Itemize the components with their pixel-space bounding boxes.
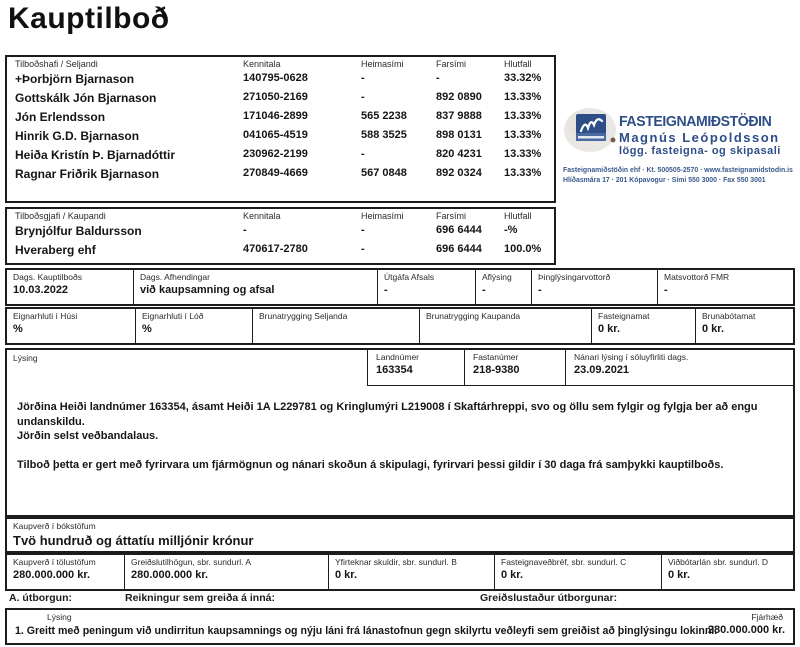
price-in-words-box <box>5 517 795 553</box>
buyer-heimasimi: - <box>361 224 365 236</box>
agency-stamp <box>563 100 797 186</box>
greidslustadur-label: Greiðslustaður útborgunar: <box>480 592 618 604</box>
price-words-value: Tvö hundruð og áttatíu milljónir krónur <box>13 533 254 548</box>
col-header-farsimi: Farsími <box>436 211 466 221</box>
payment-schedule-box <box>5 608 795 645</box>
seller-heimasimi: - <box>361 148 365 160</box>
seller-name: Ragnar Friðrik Bjarnason <box>15 167 160 181</box>
seller-kennitala: 140795-0628 <box>243 72 308 84</box>
seller-farsimi: 898 0131 <box>436 129 482 141</box>
payment-fjarhaed-label: Fjárhæð <box>751 612 783 622</box>
buyers-label: Tilboðsgjafi / Kaupandi <box>15 211 106 221</box>
seller-kennitala: 041065-4519 <box>243 129 308 141</box>
property-description-box <box>5 348 795 517</box>
field-landnumer: Landnúmer 163354 <box>367 350 464 385</box>
seller-heimasimi: 565 2238 <box>361 110 407 122</box>
buyers-table <box>5 207 556 265</box>
seller-heimasimi: - <box>361 72 365 84</box>
field-brunabotamat: Brunabótamat 0 kr. <box>695 309 793 343</box>
field-greidslutilhogun-a: Greiðslutilhögun, sbr. sundurl. A 280.000.000 kr. <box>124 555 328 589</box>
buyer-farsimi: 696 6444 <box>436 243 482 255</box>
buyer-heimasimi: - <box>361 243 365 255</box>
field-eignarhluti-lod: Eignarhluti í Lóð % <box>135 309 252 343</box>
seller-hlutfall: 13.33% <box>504 167 542 179</box>
seller-name: +Þorbjörn Bjarnason <box>15 72 135 86</box>
seller-heimasimi: 567 0848 <box>361 167 407 179</box>
field-dags-afhendingar: Dags. Afhendingar við kaupsamning og afsal <box>133 270 377 304</box>
col-header-hlutfall: Hlutfall <box>504 211 532 221</box>
field-utgafa-afsals: Útgáfa Afsals - <box>377 270 475 304</box>
col-header-heimasimi: Heimasími <box>361 59 404 69</box>
buyer-kennitala: - <box>243 224 247 236</box>
seller-name: Heiða Kristín Þ. Bjarnadóttir <box>15 148 176 162</box>
seller-name: Gottskálk Jón Bjarnason <box>15 91 157 105</box>
agency-agent-name: Magnús Leópoldsson <box>619 130 780 145</box>
buyer-farsimi: 696 6444 <box>436 224 482 236</box>
seller-farsimi: 892 0324 <box>436 167 482 179</box>
payment-lysing-label: Lýsing <box>47 612 72 622</box>
sellers-table <box>5 55 556 203</box>
seller-farsimi: - <box>436 72 440 84</box>
lysing-label: Lýsing <box>13 353 38 363</box>
field-brunatrygging-seljanda: Brunatrygging Seljanda <box>252 309 419 343</box>
col-header-hlutfall: Hlutfall <box>504 59 532 69</box>
seller-farsimi: 837 9888 <box>436 110 482 122</box>
seller-name: Jón Erlendsson <box>15 110 106 124</box>
field-nanari-lysing: Nánari lýsing í söluyfirliti dags. 23.09.2021 <box>565 350 795 385</box>
offer-reservation-text: Tilboð þetta er gert með fyrirvara um fjármögnun og nánari skoðun á skipulagi, fyrirvari þessi gildir í 30 daga frá samþykki kauptilboðs. <box>17 459 724 471</box>
agency-contact-line2: Hlíðasmára 17 · 201 Kópavogur · Sími 550 3000 · Fax 550 3001 <box>563 177 766 184</box>
field-aflysing: Aflýsing - <box>475 270 531 304</box>
buyer-hlutfall: 100.0% <box>504 243 542 255</box>
seller-hlutfall: 33.32% <box>504 72 542 84</box>
seller-farsimi: 820 4231 <box>436 148 482 160</box>
payment-labels-row <box>5 592 795 607</box>
field-thinglysingarvottord: Þinglýsingarvottorð - <box>531 270 657 304</box>
agency-agent-title: lögg. fasteigna- og skipasali <box>619 145 781 157</box>
seller-hlutfall: 13.33% <box>504 129 542 141</box>
payment-item-text: 1. Greitt með peningum við undirritun kaupsamnings og nýju láni frá lánastofnun gegn skilyrtu veðleyfi sem greiðist að þinglýsingu lokinni. <box>15 625 718 637</box>
shares-row <box>5 307 795 345</box>
field-fasteignavedbref-c: Fasteignaveðbréf, sbr. sundurl. C 0 kr. <box>494 555 661 589</box>
field-fastanumer: Fastanúmer 218-9380 <box>464 350 565 385</box>
agency-contact-line1: Fasteignamiðstöðin ehf · Kt. 500505-2570 · www.fasteignamidstodin.is <box>563 167 793 174</box>
seller-kennitala: 270849-4669 <box>243 167 308 179</box>
seller-heimasimi: 588 3525 <box>361 129 407 141</box>
seller-name: Hinrik G.D. Bjarnason <box>15 129 140 143</box>
property-description-text: Jörðina Heiði landnúmer 163354, ásamt Heiði 1A L229781 og Kringlumýri L219008 í Skaftárhreppi, svo og öllu sem fylgir og fylgja ber að engu undanskildu. <box>17 401 758 428</box>
agency-logo-icon <box>563 100 619 162</box>
utborgun-label: A. útborgun: <box>9 592 72 604</box>
seller-kennitala: 171046-2899 <box>243 110 308 122</box>
seller-heimasimi: - <box>361 91 365 103</box>
seller-hlutfall: 13.33% <box>504 91 542 103</box>
sellers-label: Tilboðshafi / Seljandi <box>15 59 98 69</box>
buyer-name: Brynjólfur Baldursson <box>15 224 142 238</box>
seller-kennitala: 230962-2199 <box>243 148 308 160</box>
col-header-kennitala: Kennitala <box>243 59 281 69</box>
price-words-label: Kaupverð í bókstöfum <box>13 521 96 531</box>
price-figures-row <box>5 553 795 591</box>
seller-hlutfall: 13.33% <box>504 110 542 122</box>
property-liens-text: Jörðin selst veðbandalaus. <box>17 430 159 442</box>
field-yfirteknar-skuldir-b: Yfirteknar skuldir, sbr. sundurl. B 0 kr. <box>328 555 494 589</box>
agency-name: FASTEIGNAMIÐSTÖÐIN <box>619 114 772 130</box>
field-eignarhluti-husi: Eignarhluti í Húsi % <box>13 311 78 335</box>
field-fasteignamat: Fasteignamat 0 kr. <box>591 309 695 343</box>
payment-amount: 280.000.000 kr. <box>707 624 785 636</box>
seller-farsimi: 892 0890 <box>436 91 482 103</box>
seller-kennitala: 271050-2169 <box>243 91 308 103</box>
field-vidbotarlan-d: Viðbótarlán sbr. sundurl. D 0 kr. <box>661 555 793 589</box>
buyer-name: Hveraberg ehf <box>15 243 96 257</box>
field-matsvottord-fmr: Matsvottorð FMR - <box>657 270 793 304</box>
field-dags-kauptilbods: Dags. Kauptilboðs 10.03.2022 <box>13 272 82 296</box>
buyer-kennitala: 470617-2780 <box>243 243 308 255</box>
dates-row <box>5 268 795 306</box>
seller-hlutfall: 13.33% <box>504 148 542 160</box>
page-title: Kauptilboð <box>8 2 170 35</box>
col-header-farsimi: Farsími <box>436 59 466 69</box>
col-header-heimasimi: Heimasími <box>361 211 404 221</box>
field-brunatrygging-kaupanda: Brunatrygging Kaupanda <box>419 309 591 343</box>
buyer-hlutfall: -% <box>504 224 518 236</box>
field-kaupverd-tolustofum: Kaupverð í tölustöfum 280.000.000 kr. <box>13 557 96 581</box>
reikningur-label: Reikningur sem greiða á inná: <box>125 592 275 604</box>
col-header-kennitala: Kennitala <box>243 211 281 221</box>
